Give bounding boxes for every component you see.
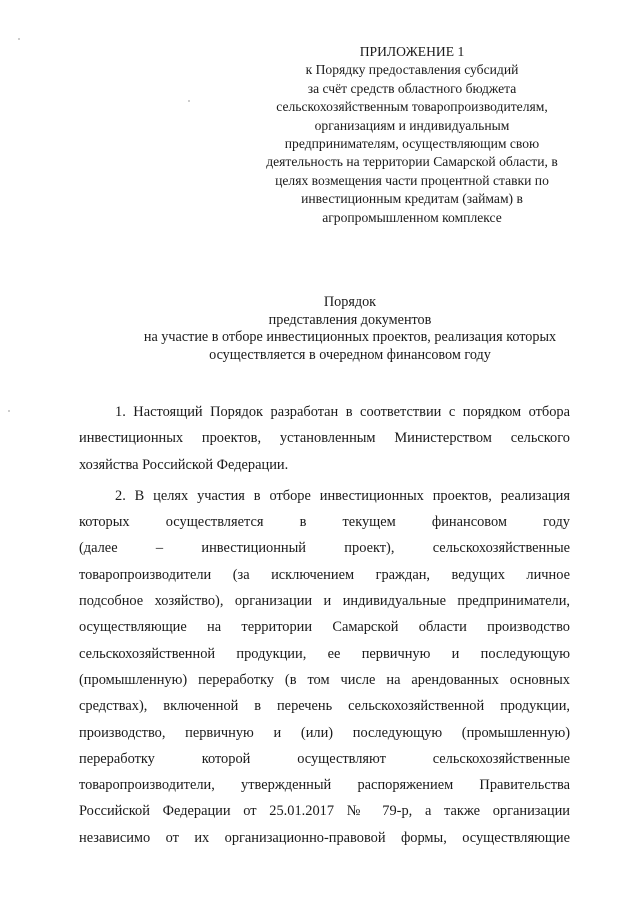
title-line: осуществляется в очередном финансовом году bbox=[209, 346, 491, 363]
appendix-line: деятельность на территории Самарской области, в bbox=[266, 154, 558, 170]
appendix-line: агропромышленном комплексе bbox=[322, 209, 502, 225]
scan-speck bbox=[18, 38, 20, 40]
appendix-line: организациям и индивидуальным bbox=[314, 117, 510, 133]
document-title bbox=[60, 294, 640, 364]
paragraph-1-line: инвестиционных проектов, установленным Министерством сельского bbox=[79, 430, 570, 447]
paragraph-2-line: 2. В целях участия в отборе инвестиционных проектов, реализация bbox=[115, 487, 570, 504]
appendix-line: сельскохозяйственным товаропроизводителям, bbox=[276, 99, 548, 115]
appendix-header bbox=[222, 43, 602, 227]
scan-speck bbox=[188, 100, 190, 102]
appendix-line: предпринимателям, осуществляющим свою bbox=[284, 136, 540, 152]
paragraph-1-line: 1. Настоящий Порядок разработан в соответствии с порядком отбора bbox=[115, 404, 570, 420]
paragraph-2-line: независимо от их организационно-правовой формы, осуществляющие bbox=[79, 829, 570, 846]
paragraph-2-line: товаропроизводители (за исключением граждан, ведущих личное bbox=[79, 566, 570, 583]
paragraph-2-line: подсобное хозяйство), организации и индивидуальные предприниматели, bbox=[79, 593, 570, 610]
paragraph-2-line: (промышленную) переработку (в том числе на арендованных основных bbox=[79, 671, 570, 688]
appendix-line: к Порядку предоставления субсидий bbox=[305, 62, 519, 78]
title-line: представления документов bbox=[268, 311, 432, 328]
paragraph-2-line: сельскохозяйственной продукции, ее первичную и последующую bbox=[79, 645, 570, 662]
paragraph-2-line: переработку которой осуществляют сельскохозяйственные bbox=[79, 750, 570, 767]
paragraph-2-line: Российской Федерации от 25.01.2017 № 79-р, а также организации bbox=[79, 803, 570, 820]
document-body bbox=[79, 399, 570, 851]
appendix-line: за счёт средств областного бюджета bbox=[307, 80, 517, 96]
paragraph-2-line: производство, первичную и (или) последующую (промышленную) bbox=[79, 724, 570, 741]
title-line: на участие в отборе инвестиционных проектов, реализация которых bbox=[143, 329, 557, 346]
paragraph-2-line: осуществляющие на территории Самарской области производство bbox=[79, 619, 570, 636]
paragraph-2-line: товаропроизводители, утвержденный распоряжением Правительства bbox=[79, 777, 570, 794]
appendix-line: инвестиционным кредитам (займам) в bbox=[301, 191, 523, 207]
paragraph-2-line: (далее – инвестиционный проект), сельскохозяйственные bbox=[79, 540, 570, 557]
paragraph-1-line: хозяйства Российской Федерации. bbox=[79, 456, 289, 473]
appendix-line: целях возмещения части процентной ставки по bbox=[275, 172, 549, 188]
scan-speck bbox=[8, 410, 10, 412]
paragraph-2-line: средствах), включенной в перечень сельскохозяйственной продукции, bbox=[79, 698, 570, 715]
appendix-number: ПРИЛОЖЕНИЕ 1 bbox=[359, 44, 465, 59]
title-line: Порядок bbox=[323, 294, 377, 310]
paragraph-2-line: которых осуществляется в текущем финансовом году bbox=[79, 514, 570, 531]
